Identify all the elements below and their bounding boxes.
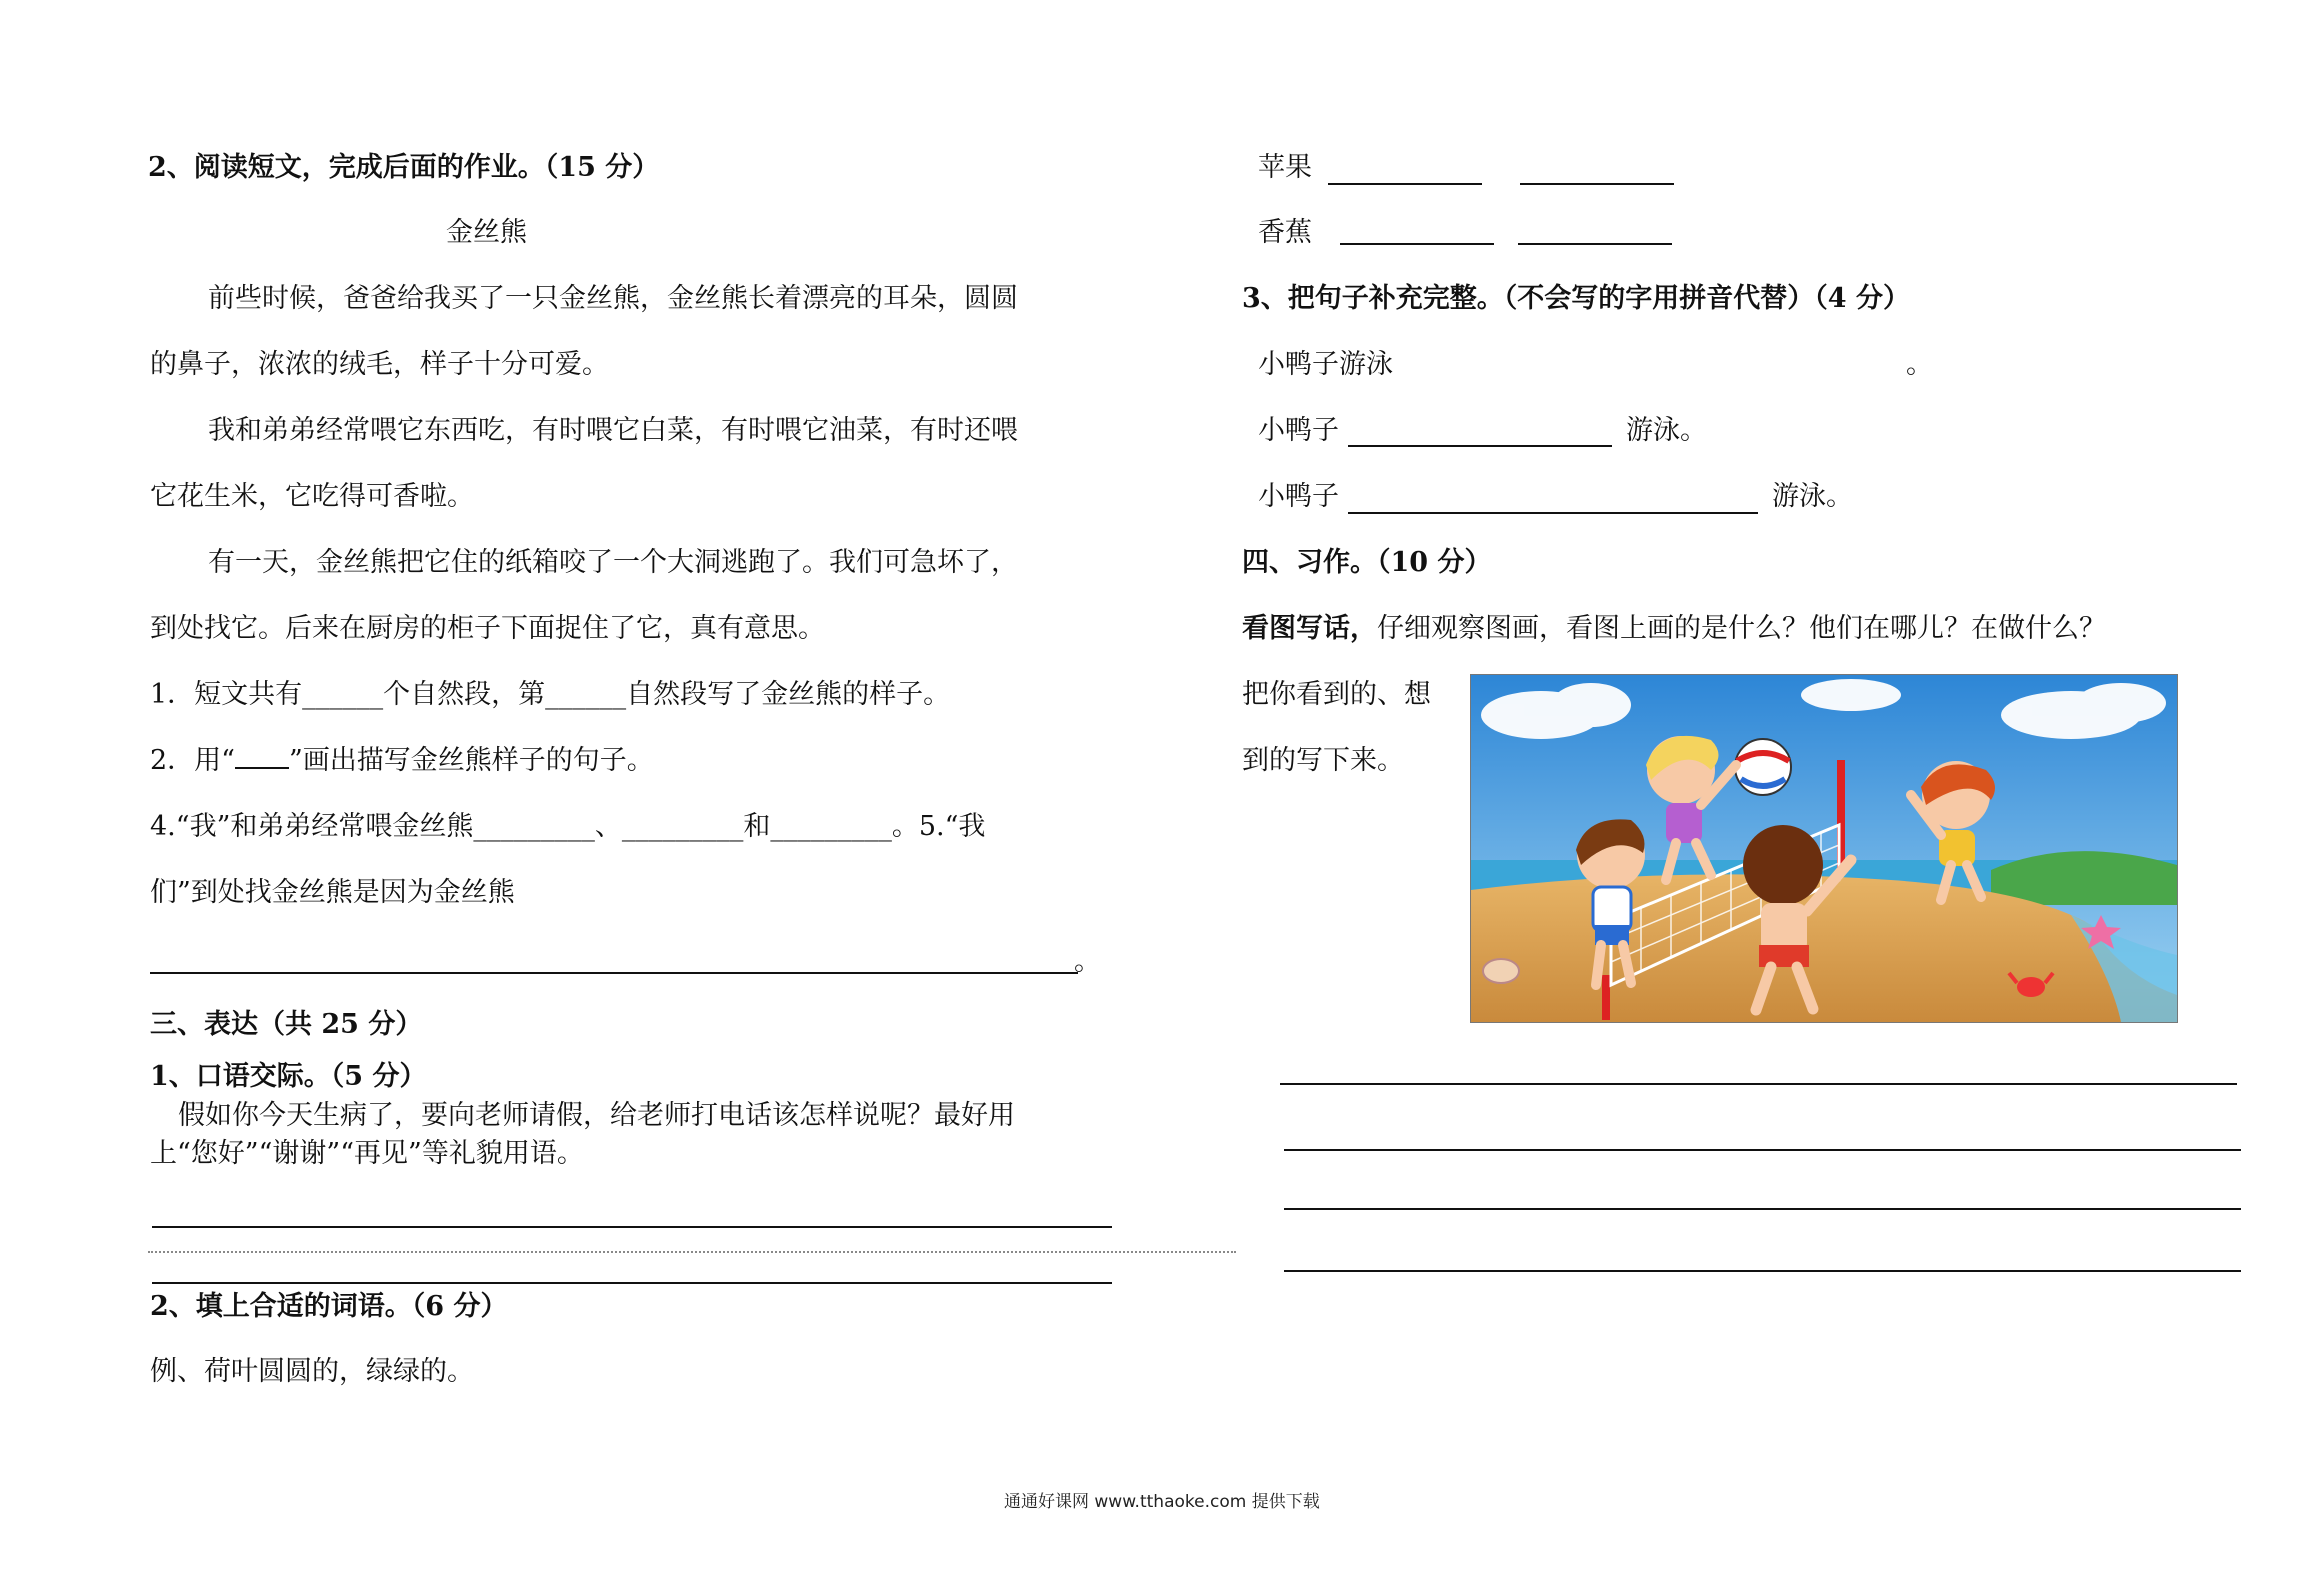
writing-prompt-rest: 仔细观察图画，看图上画的是什么？他们在哪儿？在做什么？ <box>1377 613 2106 644</box>
section-3-1-line-1: 假如你今天生病了，要向老师请假，给老师打电话该怎样说呢？最好用 <box>178 1100 1015 1131</box>
duck-sentence-3-start: 小鸭子 <box>1258 481 1339 512</box>
section-3-2-example: 例、荷叶圆圆的，绿绿的。 <box>150 1356 474 1387</box>
section-3-3-title: 3、把句子补充完整。（不会写的字用拼音代替）（4 分） <box>1242 283 1910 314</box>
section-3-title: 三、表达（共 25 分） <box>150 1009 423 1040</box>
section-3-1-title: 1、口语交际。（5 分） <box>150 1061 427 1092</box>
writing-line-1[interactable] <box>1280 1083 2237 1085</box>
story-paragraph-1-line-2: 的鼻子，浓浓的绒毛，样子十分可爱。 <box>150 349 609 380</box>
story-paragraph-2-line-1: 我和弟弟经常喂它东西吃，有时喂它白菜，有时喂它油菜，有时还喂 <box>208 415 1018 446</box>
story-paragraph-3-line-2: 到处找它。后来在厨房的柜子下面捉住了它，真有意思。 <box>150 613 825 644</box>
seashell <box>1483 959 1519 983</box>
word-banana: 香蕉 <box>1258 217 1312 248</box>
answer-line-speaking-1[interactable] <box>152 1226 1112 1228</box>
duck-sentence-2-end: 游泳。 <box>1626 415 1707 446</box>
blank-duck-2[interactable] <box>1348 445 1612 447</box>
section-3-2-title: 2、填上合适的词语。（6 分） <box>150 1291 508 1322</box>
writing-prompt-bold: 看图写话， <box>1242 613 1377 644</box>
writing-prompt-line-2: 把你看到的、想 <box>1242 679 1431 710</box>
section-2-title: 2、阅读短文，完成后面的作业。（15 分） <box>148 152 660 183</box>
writing-prompt-line-1 <box>1242 612 2106 646</box>
beach-volleyball-illustration <box>1470 674 2178 1023</box>
duck-sentence-1-end: 。 <box>1906 349 1933 380</box>
question-1: 1．短文共有______个自然段，第______自然段写了金丝熊的样子。 <box>150 679 951 710</box>
question-5-end: 。 <box>1074 946 1101 977</box>
question-2 <box>150 744 654 778</box>
section-4-title: 四、习作。（10 分） <box>1242 547 1492 578</box>
column-divider-dotted <box>148 1251 1236 1253</box>
blank-duck-3[interactable] <box>1348 512 1758 514</box>
question-2-start: 2．用“ <box>150 745 235 776</box>
duck-sentence-1: 小鸭子游泳 <box>1258 349 1393 380</box>
answer-line-q5[interactable] <box>150 972 1078 974</box>
question-4: 4.“我”和弟弟经常喂金丝熊_________、_________和_________。5.“我 <box>150 811 986 842</box>
question-2-end: ”画出描写金丝熊样子的句子。 <box>288 745 654 776</box>
blank-apple-2[interactable] <box>1520 183 1674 185</box>
duck-sentence-2-start: 小鸭子 <box>1258 415 1339 446</box>
story-paragraph-1-line-1: 前些时候，爸爸给我买了一只金丝熊，金丝熊长着漂亮的耳朵，圆圆 <box>208 283 1018 314</box>
story-paragraph-3-line-1: 有一天，金丝熊把它住的纸箱咬了一个大洞逃跑了。我们可急坏了， <box>208 547 1018 578</box>
underline-sample <box>235 745 289 769</box>
duck-sentence-3-end: 游泳。 <box>1772 481 1853 512</box>
word-apple: 苹果 <box>1258 152 1312 183</box>
story-paragraph-2-line-2: 它花生米，它吃得可香啦。 <box>150 481 474 512</box>
writing-line-3[interactable] <box>1284 1208 2241 1210</box>
writing-line-4[interactable] <box>1284 1270 2241 1272</box>
story-title: 金丝熊 <box>446 217 527 248</box>
blank-banana-1[interactable] <box>1340 243 1494 245</box>
blank-apple-1[interactable] <box>1328 183 1482 185</box>
volleyball-ball <box>1735 739 1791 795</box>
answer-line-speaking-2[interactable] <box>152 1282 1112 1284</box>
section-3-1-line-2: 上“您好”“谢谢”“再见”等礼貌用语。 <box>150 1138 584 1169</box>
blank-banana-2[interactable] <box>1518 243 1672 245</box>
writing-prompt-line-3: 到的写下来。 <box>1242 745 1404 776</box>
footer-credit: 通通好课网 www.tthaoke.com 提供下载 <box>1004 1492 1320 1512</box>
writing-line-2[interactable] <box>1284 1149 2241 1151</box>
question-5-line-2: 们”到处找金丝熊是因为金丝熊 <box>150 877 515 908</box>
